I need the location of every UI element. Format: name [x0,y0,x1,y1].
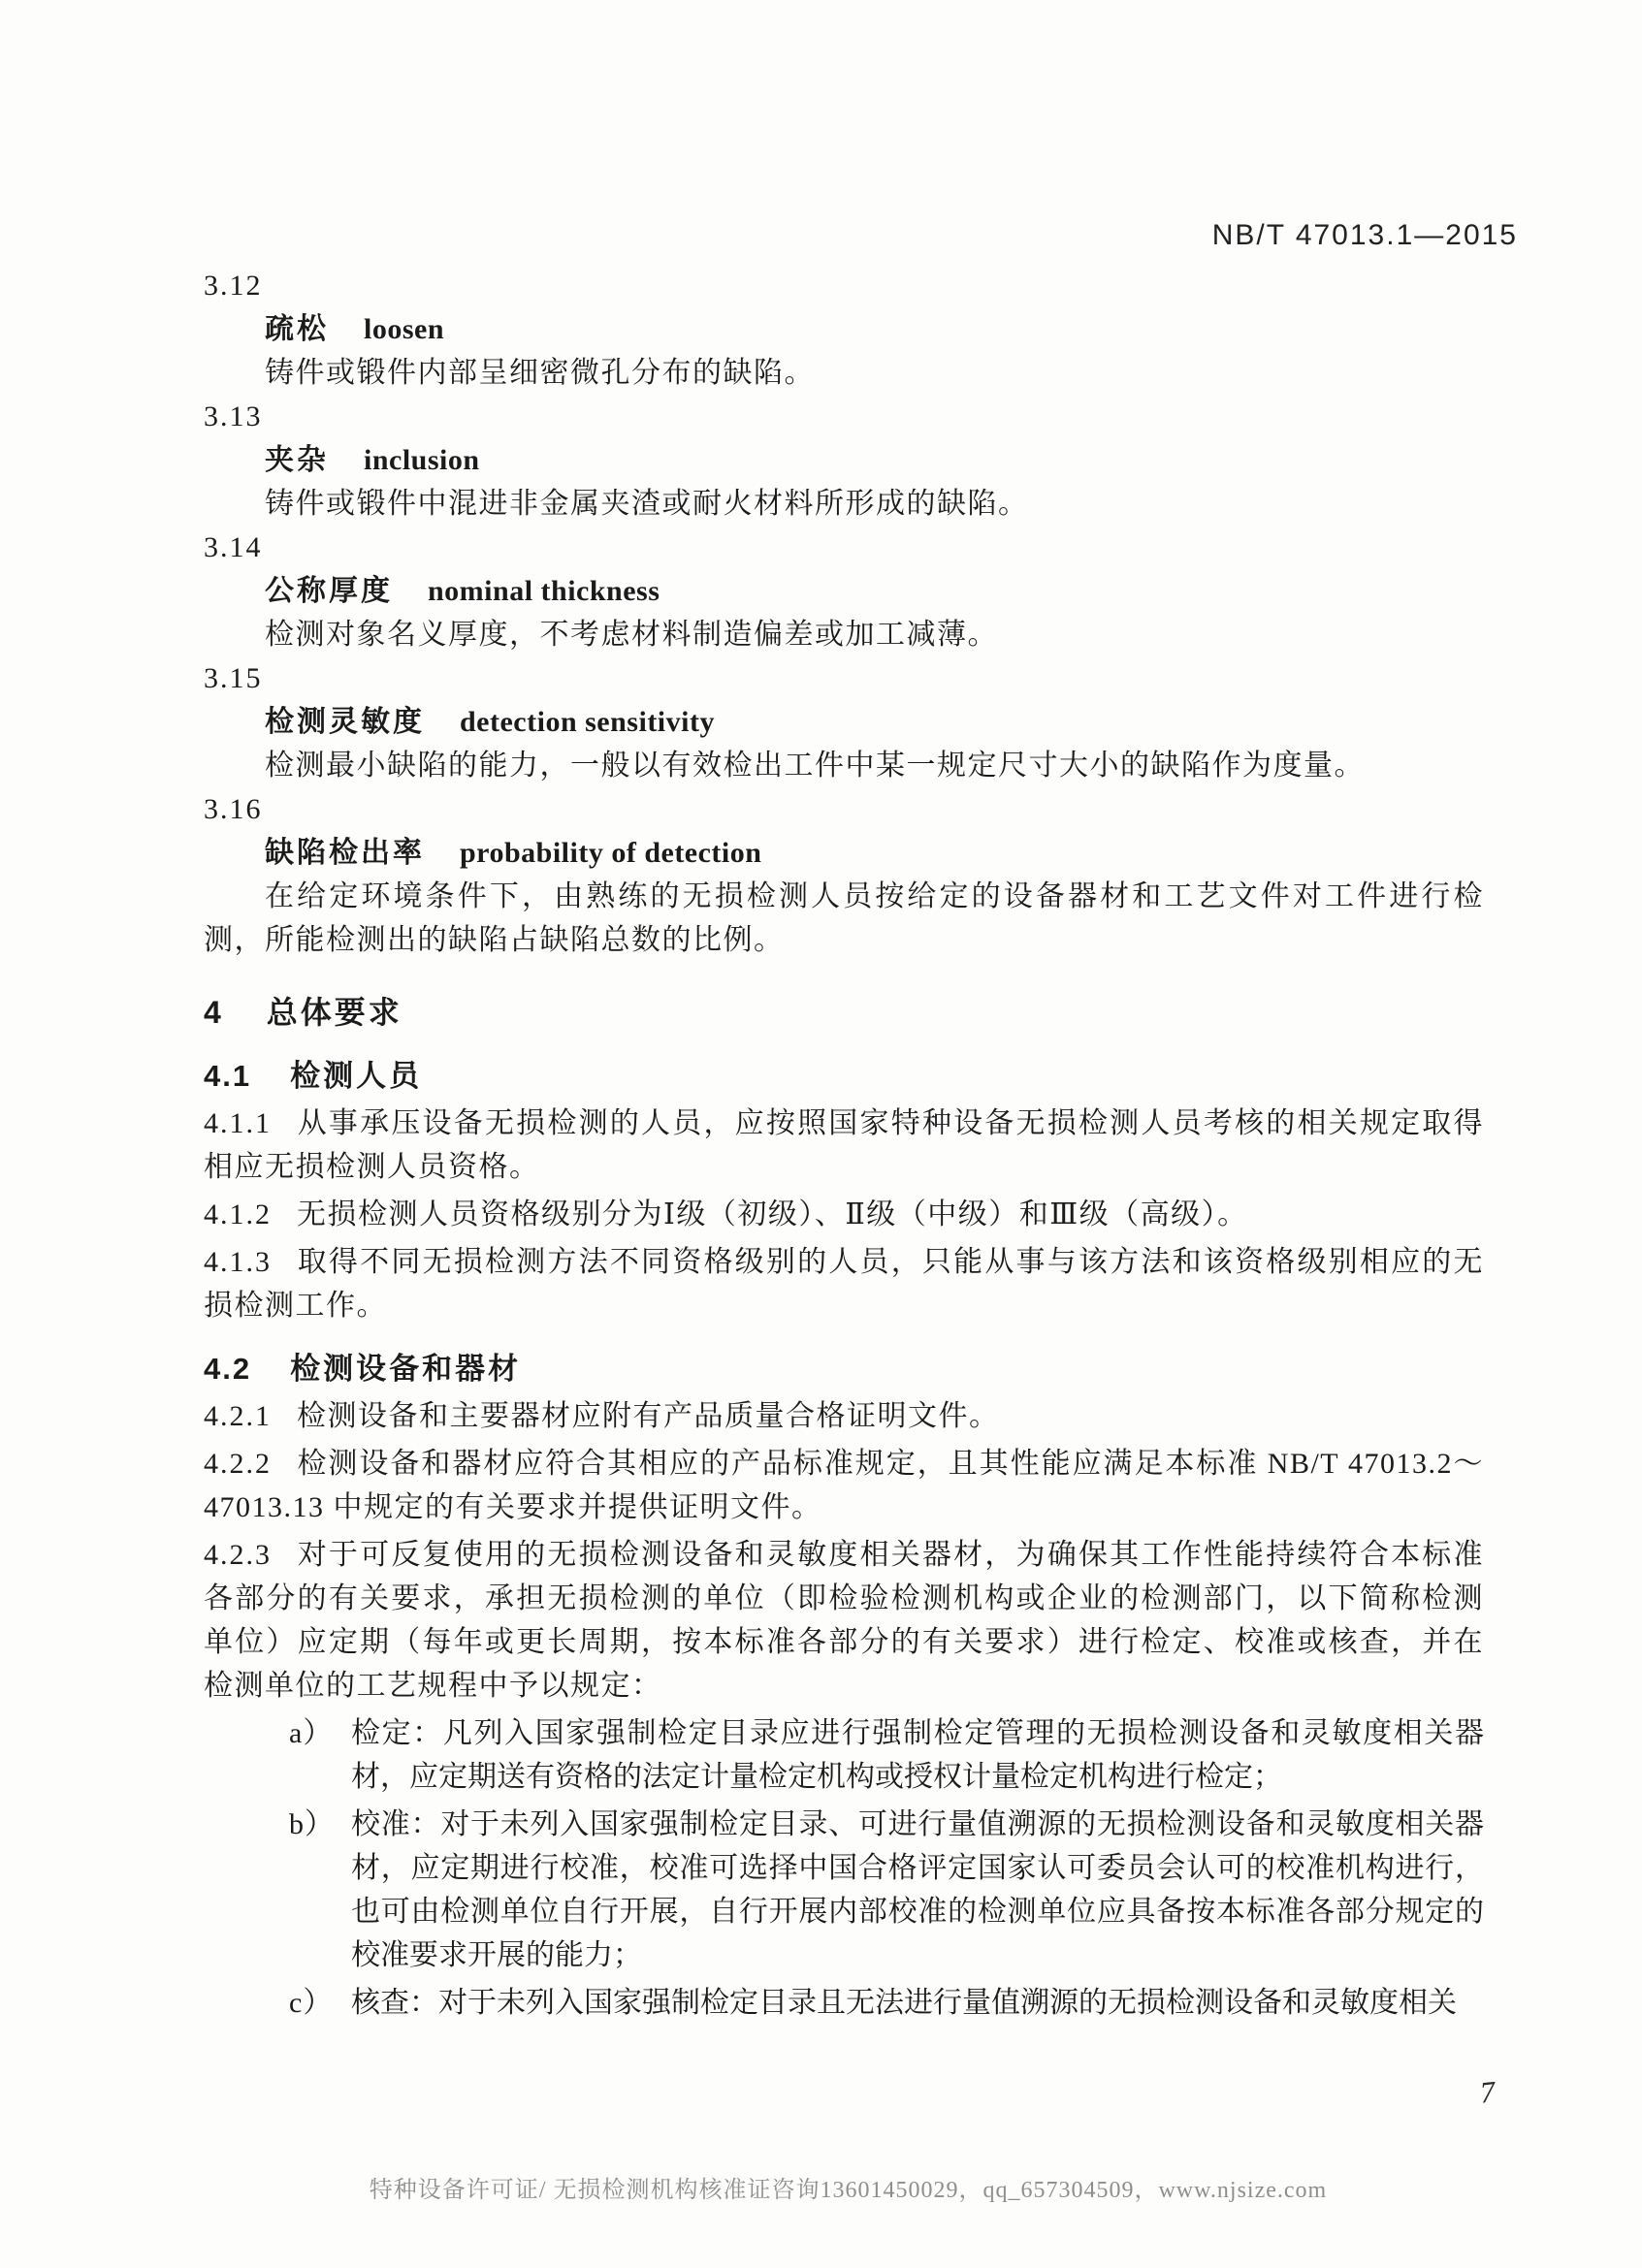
term-chinese: 公称厚度 [265,575,393,607]
term-line [204,307,1484,351]
clause-text: 检测设备和器材应符合其相应的产品标准规定，且其性能应满足本标准 NB/T 47013.2～47013.13 中规定的有关要求并提供证明文件。 [204,1448,1484,1523]
list-item-b [289,1803,1484,1977]
clause-text: 对于可反复使用的无损检测设备和灵敏度相关器材，为确保其工作性能持续符合本标准各部分的有关要求，承担无损检测的单位（即检验检测机构或企业的检测部门，以下简称检测单位）应定期（每年或更长周期，按本标准各部分的有关要求）进行检定、校准或核查，并在检测单位的工艺规程中予以规定： [204,1539,1484,1702]
page-footer [0,2170,1642,2204]
term-line [204,831,1484,875]
clause-number: 4.2.2 [204,1448,272,1480]
clause-4-1-3 [204,1240,1484,1327]
section-title: 检测人员 [290,1059,423,1093]
term-block-3-12 [204,264,1484,395]
clause-text: 无损检测人员资格级别分为Ⅰ级（初级）、Ⅱ级（中级）和Ⅲ级（高级）。 [297,1198,1248,1230]
term-english: loosen [364,313,445,345]
list-item-text: 检定：凡列入国家强制检定目录应进行强制检定管理的无损检测设备和灵敏度相关器材，应定期送有资格的法定计量检定机构或授权计量检定机构进行检定； [351,1717,1484,1793]
clause-number: 4.2.3 [204,1539,272,1571]
clause-text: 检测设备和主要器材应附有产品质量合格证明文件。 [297,1400,1000,1432]
list-item-text: 核查：对于未列入国家强制检定目录且无法进行量值溯源的无损检测设备和灵敏度相关 [351,1987,1457,2019]
clause-4-2-2 [204,1442,1484,1529]
term-chinese: 疏松 [265,313,329,345]
term-english: inclusion [364,444,480,476]
term-chinese: 缺陷检出率 [265,837,425,869]
term-definition: 在给定环境条件下，由熟练的无损检测人员按给定的设备器材和工艺文件对工件进行检测，所能检测出的缺陷占缺陷总数的比例。 [204,880,1484,956]
term-block-3-15 [204,656,1484,787]
term-clause-number: 3.14 [204,531,263,563]
term-line [204,700,1484,744]
clause-4-1-2 [204,1193,1484,1236]
page-number: 7 [1477,2074,1497,2110]
list-item-label: b） [289,1808,335,1840]
chapter-number: 4 [204,995,224,1030]
term-definition: 检测最小缺陷的能力，一般以有效检出工件中某一规定尺寸大小的缺陷作为度量。 [265,750,1365,782]
term-definition: 铸件或锻件中混进非金属夹渣或耐火材料所形成的缺陷。 [265,488,1029,520]
chapter-title: 总体要求 [266,995,402,1030]
list-item-label: c） [289,1987,334,2019]
term-definition: 检测对象名义厚度，不考虑材料制造偏差或加工减薄。 [265,619,998,651]
clause-text: 从事承压设备无损检测的人员，应按照国家特种设备无损检测人员考核的相关规定取得相应无损检测人员资格。 [204,1107,1484,1183]
list-item-label: a） [289,1717,334,1749]
term-clause-number: 3.13 [204,400,263,432]
term-english: detection sensitivity [460,706,715,738]
term-block-3-14 [204,526,1484,656]
clause-text: 取得不同无损检测方法不同资格级别的人员，只能从事与该方法和该资格级别相应的无损检测工作。 [204,1246,1484,1322]
standard-number: NB/T 47013.1—2015 [1211,219,1518,251]
term-english: nominal thickness [428,575,660,607]
clause-4-2-1 [204,1394,1484,1438]
clause-4-1-1 [204,1102,1484,1189]
page-header [0,219,1518,252]
footer-note: 特种设备许可证/ 无损检测机构核准证咨询13601450029，qq_657304509，www.njsize.com [369,2178,1328,2203]
section-number: 4.2 [204,1352,252,1386]
clause-number: 4.1.1 [204,1107,272,1139]
term-line [204,438,1484,482]
clause-number: 4.2.1 [204,1400,272,1432]
term-chinese: 夹杂 [265,444,329,476]
list-item-text: 校准：对于未列入国家强制检定目录、可进行量值溯源的无损检测设备和灵敏度相关器材，应定期进行校准，校准可选择中国合格评定国家认可委员会认可的校准机构进行，也可由检测单位自行开展，自行开展内部校准的检测单位应具备按本标准各部分规定的校准要求开展的能力； [351,1808,1484,1971]
term-block-3-16 [204,787,1484,962]
section-number: 4.1 [204,1059,252,1093]
list-item-a [289,1711,1484,1799]
clause-4-2-3 [204,1533,1484,1708]
term-definition: 铸件或锻件内部呈细密微孔分布的缺陷。 [265,357,815,389]
term-clause-number: 3.12 [204,270,263,302]
clause-number: 4.1.2 [204,1198,272,1230]
term-english: probability of detection [460,837,762,869]
section-title: 检测设备和器材 [290,1352,522,1386]
chapter-heading [204,991,1484,1035]
section-heading-4-2 [204,1347,1484,1390]
term-chinese: 检测灵敏度 [265,706,425,738]
term-clause-number: 3.16 [204,793,263,825]
clause-number: 4.1.3 [204,1246,272,1278]
term-block-3-13 [204,395,1484,526]
list-item-c [289,1981,1484,2025]
document-body [204,264,1484,2025]
term-clause-number: 3.15 [204,662,263,694]
section-heading-4-1 [204,1054,1484,1098]
term-line [204,569,1484,613]
